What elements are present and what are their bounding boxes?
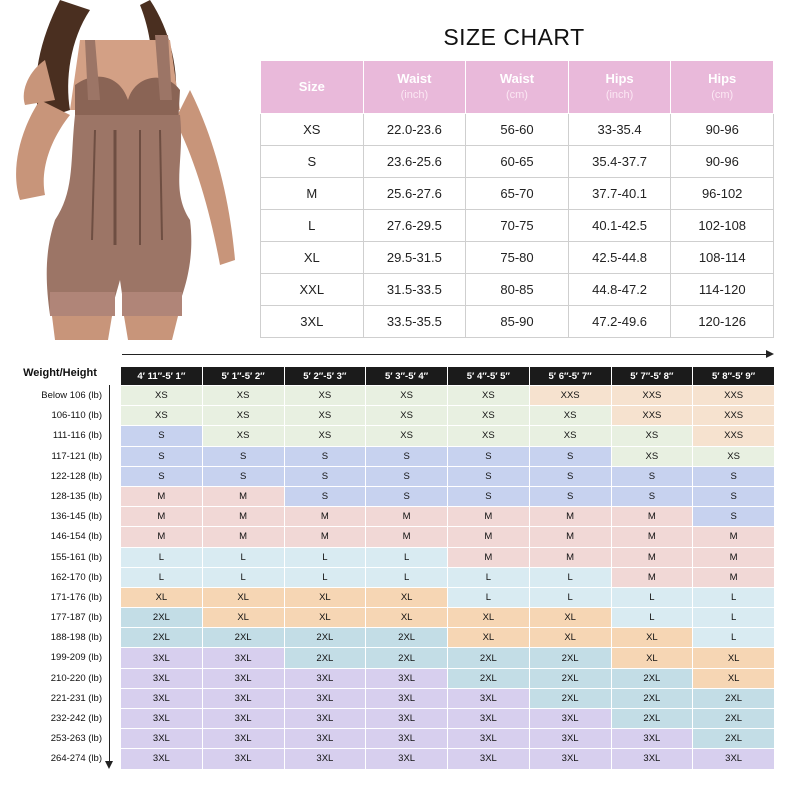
fit-size-cell: 3XL — [366, 688, 448, 708]
size-cell: L — [261, 210, 364, 242]
size-table-row — [261, 114, 774, 146]
size-column-header: Size — [261, 61, 364, 114]
fit-size-cell: 2XL — [121, 628, 203, 648]
fit-size-cell: 3XL — [121, 729, 203, 749]
fit-size-cell: L — [366, 547, 448, 567]
fit-size-cell: M — [121, 507, 203, 527]
fit-size-cell: 3XL — [121, 749, 203, 769]
fit-size-cell: S — [448, 466, 530, 486]
fit-size-cell: S — [529, 486, 611, 506]
fit-size-cell: XS — [693, 446, 775, 466]
weight-range-label: 146-154 (lb) — [50, 531, 102, 543]
fit-size-cell: XXS — [693, 386, 775, 406]
fit-size-cell: 3XL — [202, 729, 284, 749]
weight-range-label: 232-242 (lb) — [50, 713, 102, 724]
fit-size-cell: 3XL — [284, 729, 366, 749]
fit-size-cell: L — [529, 567, 611, 587]
fit-size-cell: L — [448, 587, 530, 607]
fit-size-cell: M — [448, 507, 530, 527]
weight-range-label: 155-161 (lb) — [50, 551, 102, 563]
weight-range-label: 199-209 (lb) — [50, 652, 102, 664]
fit-size-cell: XS — [529, 426, 611, 446]
hips-inch-cell: 33-35.4 — [568, 114, 671, 146]
fit-size-cell: L — [611, 608, 693, 628]
weight-range-label: 264-274 (lb) — [50, 753, 102, 765]
fit-size-cell: 2XL — [693, 709, 775, 729]
fit-size-cell: 2XL — [448, 648, 530, 668]
fit-size-cell: M — [366, 527, 448, 547]
size-table-header — [261, 61, 774, 114]
fit-size-cell: M — [611, 547, 693, 567]
fit-size-cell: 3XL — [366, 668, 448, 688]
size-table-row — [261, 210, 774, 242]
fit-size-cell: XL — [284, 587, 366, 607]
waist-inch-cell: 29.5-31.5 — [363, 242, 466, 274]
weight-range-label: 136-145 (lb) — [50, 511, 102, 523]
fit-size-cell: XXS — [611, 386, 693, 406]
fit-size-cell: 3XL — [202, 749, 284, 769]
weight-range-label: 171-176 (lb) — [50, 591, 102, 603]
fit-size-cell: XS — [366, 386, 448, 406]
fit-size-cell: 2XL — [693, 729, 775, 749]
fit-size-cell: XL — [529, 608, 611, 628]
weight-range-label: 177-187 (lb) — [50, 612, 102, 624]
fit-size-cell: S — [448, 486, 530, 506]
fit-size-cell: XXS — [693, 406, 775, 426]
fit-size-cell: S — [284, 446, 366, 466]
fit-size-cell: 3XL — [284, 668, 366, 688]
height-axis-arrow — [122, 354, 772, 355]
size-cell: S — [261, 146, 364, 178]
fit-size-cell: L — [284, 547, 366, 567]
fit-grid-row — [121, 426, 775, 446]
height-range-header: 5′ 6″-5′ 7″ — [529, 367, 611, 386]
fit-size-cell: 3XL — [284, 749, 366, 769]
hips-inch-cell: 42.5-44.8 — [568, 242, 671, 274]
fit-size-cell: 3XL — [448, 749, 530, 769]
fit-size-cell: M — [611, 507, 693, 527]
fit-size-cell: M — [121, 527, 203, 547]
waist-inch-cell: 33.5-35.5 — [363, 306, 466, 338]
fit-grid-row — [121, 527, 775, 547]
fit-grid-row — [121, 587, 775, 607]
fit-size-cell: 2XL — [121, 608, 203, 628]
size-table-row — [261, 178, 774, 210]
fit-size-cell: 2XL — [611, 709, 693, 729]
weight-range-label: 106-110 (lb) — [51, 410, 102, 422]
fit-size-cell: XL — [121, 587, 203, 607]
fit-size-cell: 2XL — [284, 628, 366, 648]
fit-grid-row — [121, 446, 775, 466]
fit-size-cell: S — [366, 486, 448, 506]
size-cell: XXL — [261, 274, 364, 306]
fit-size-cell: 3XL — [202, 668, 284, 688]
weight-range-label: 162-170 (lb) — [50, 571, 102, 583]
fit-size-cell: L — [202, 567, 284, 587]
fit-size-cell: XS — [448, 386, 530, 406]
hips-cm-cell: 90-96 — [671, 114, 774, 146]
fit-size-cell: 3XL — [448, 729, 530, 749]
fit-size-cell: 2XL — [529, 668, 611, 688]
fit-size-cell: L — [366, 567, 448, 587]
fit-grid-row — [121, 507, 775, 527]
size-chart-title: SIZE CHART — [443, 24, 585, 50]
fit-size-cell: XL — [448, 628, 530, 648]
fit-size-cell: XL — [366, 587, 448, 607]
fit-size-cell: XL — [284, 608, 366, 628]
fit-size-cell: M — [448, 527, 530, 547]
size-cell: 3XL — [261, 306, 364, 338]
waist-cm-cell: 60-65 — [466, 146, 569, 178]
fit-grid-row — [121, 547, 775, 567]
waist-cm-cell: 75-80 — [466, 242, 569, 274]
fit-size-cell: 2XL — [611, 668, 693, 688]
height-range-header: 5′ 7″-5′ 8″ — [611, 367, 693, 386]
fit-size-cell: XL — [366, 608, 448, 628]
fit-size-cell: S — [693, 507, 775, 527]
weight-range-label: Below 106 (lb) — [41, 390, 102, 401]
hips-cm-cell: 108-114 — [671, 242, 774, 274]
fit-size-cell: M — [611, 567, 693, 587]
fit-size-cell: 2XL — [529, 688, 611, 708]
fit-size-cell: XXS — [693, 426, 775, 446]
fit-size-cell: XS — [448, 406, 530, 426]
fit-size-cell: 3XL — [202, 648, 284, 668]
waist-inch-cell: 31.5-33.5 — [363, 274, 466, 306]
weight-range-label: 210-220 (lb) — [50, 672, 102, 684]
height-range-header: 5′ 8″-5′ 9″ — [693, 367, 775, 386]
fit-size-cell: XL — [693, 648, 775, 668]
fit-size-cell: S — [121, 446, 203, 466]
fit-size-cell: S — [693, 486, 775, 506]
size-cell: XS — [261, 114, 364, 146]
height-range-header: 5′ 1″-5′ 2″ — [202, 367, 284, 386]
fit-size-cell: M — [693, 527, 775, 547]
fit-size-cell: 3XL — [448, 688, 530, 708]
fit-size-cell: M — [202, 527, 284, 547]
size-measurement-table — [260, 60, 774, 338]
fit-size-cell: L — [284, 567, 366, 587]
fit-size-cell: 2XL — [611, 688, 693, 708]
weight-range-label: 188-198 (lb) — [50, 632, 102, 644]
fit-size-cell: XS — [366, 426, 448, 446]
fit-size-cell: L — [693, 587, 775, 607]
fit-grid-row — [121, 406, 775, 426]
weight-range-label: 128-135 (lb) — [50, 490, 102, 502]
fit-size-cell: L — [529, 587, 611, 607]
fit-size-cell: M — [202, 507, 284, 527]
fit-size-cell: M — [693, 567, 775, 587]
fit-size-cell: XL — [202, 587, 284, 607]
fit-grid-row — [121, 709, 775, 729]
fit-size-cell: M — [529, 527, 611, 547]
fit-size-cell: M — [693, 547, 775, 567]
fit-size-cell: S — [529, 466, 611, 486]
fit-size-cell: M — [529, 507, 611, 527]
waist-cm-cell: 85-90 — [466, 306, 569, 338]
weight-labels — [2, 386, 102, 770]
fit-size-cell: S — [121, 426, 203, 446]
size-table-row — [261, 146, 774, 178]
fit-size-cell: 3XL — [611, 729, 693, 749]
fit-size-cell: XS — [284, 406, 366, 426]
fit-size-cell: M — [448, 547, 530, 567]
fit-size-cell: 3XL — [366, 729, 448, 749]
hips-inch-cell: 47.2-49.6 — [568, 306, 671, 338]
fit-size-cell: M — [611, 527, 693, 547]
hips-inch-cell: 44.8-47.2 — [568, 274, 671, 306]
fit-size-cell: XS — [611, 426, 693, 446]
waist-cm-cell: 80-85 — [466, 274, 569, 306]
fit-size-cell: M — [529, 547, 611, 567]
hips-inch-cell: 37.7-40.1 — [568, 178, 671, 210]
weight-range-label: 122-128 (lb) — [50, 470, 102, 482]
fit-size-cell: XXS — [611, 406, 693, 426]
fit-size-cell: 3XL — [121, 668, 203, 688]
fit-size-cell: 3XL — [202, 688, 284, 708]
fit-size-cell: M — [284, 527, 366, 547]
fit-size-cell: S — [121, 466, 203, 486]
fit-size-cell: S — [693, 466, 775, 486]
fit-grid-row — [121, 648, 775, 668]
fit-size-cell: M — [202, 486, 284, 506]
fit-grid-row — [121, 729, 775, 749]
fit-size-cell: XL — [202, 608, 284, 628]
fit-size-cell: 2XL — [202, 628, 284, 648]
fit-size-cell: XS — [202, 406, 284, 426]
height-range-header: 4′ 11″-5′ 1″ — [121, 367, 203, 386]
fit-grid-row — [121, 608, 775, 628]
weight-range-label: 111-116 (lb) — [52, 430, 102, 442]
fit-size-cell: 2XL — [693, 688, 775, 708]
waist-inch-cell: 23.6-25.6 — [363, 146, 466, 178]
fit-size-cell: S — [611, 466, 693, 486]
fit-size-cell: L — [693, 608, 775, 628]
hips-cm-column-header: Hips (cm) — [671, 61, 774, 114]
fit-size-cell: S — [366, 446, 448, 466]
product-photo — [0, 0, 258, 340]
fit-size-cell: XS — [121, 406, 203, 426]
fit-grid-row — [121, 749, 775, 769]
waist-inch-cell: 27.6-29.5 — [363, 210, 466, 242]
fit-size-cell: L — [611, 587, 693, 607]
weight-axis-arrow — [109, 385, 110, 763]
size-table-row — [261, 306, 774, 338]
fit-size-cell: XL — [693, 668, 775, 688]
fit-size-cell: S — [529, 446, 611, 466]
fit-grid-row — [121, 486, 775, 506]
height-range-header: 5′ 3″-5′ 4″ — [366, 367, 448, 386]
fit-size-cell: M — [121, 486, 203, 506]
waist-cm-cell: 70-75 — [466, 210, 569, 242]
fit-size-cell: 3XL — [121, 648, 203, 668]
fit-size-cell: 2XL — [529, 648, 611, 668]
fit-size-cell: XS — [529, 406, 611, 426]
fit-size-cell: S — [284, 466, 366, 486]
fit-size-cell: S — [284, 486, 366, 506]
size-cell: XL — [261, 242, 364, 274]
fit-size-cell: S — [448, 446, 530, 466]
fit-grid-row — [121, 628, 775, 648]
fit-size-cell: L — [202, 547, 284, 567]
hips-inch-cell: 40.1-42.5 — [568, 210, 671, 242]
fit-grid-row — [121, 386, 775, 406]
size-cell: M — [261, 178, 364, 210]
fit-size-cell: 3XL — [529, 729, 611, 749]
fit-size-cell: S — [366, 466, 448, 486]
fit-size-cell: XS — [284, 426, 366, 446]
fit-grid-row — [121, 668, 775, 688]
waist-cm-column-header: Waist (cm) — [466, 61, 569, 114]
hips-cm-cell: 102-108 — [671, 210, 774, 242]
fit-grid-table — [120, 366, 775, 770]
fit-size-cell: XL — [529, 628, 611, 648]
size-table-row — [261, 242, 774, 274]
fit-size-cell: 3XL — [529, 749, 611, 769]
fit-size-cell: S — [202, 446, 284, 466]
fit-size-cell: L — [121, 547, 203, 567]
fit-size-cell: 3XL — [366, 749, 448, 769]
waist-cm-cell: 56-60 — [466, 114, 569, 146]
fit-size-cell: 3XL — [284, 688, 366, 708]
fit-size-cell: XL — [611, 648, 693, 668]
fit-size-cell: XS — [202, 386, 284, 406]
fit-grid-row — [121, 688, 775, 708]
waist-inch-cell: 25.6-27.6 — [363, 178, 466, 210]
hips-cm-cell: 96-102 — [671, 178, 774, 210]
fit-grid-row — [121, 466, 775, 486]
fit-size-cell: XS — [121, 386, 203, 406]
fit-size-cell: S — [611, 486, 693, 506]
fit-size-cell: L — [693, 628, 775, 648]
fit-size-cell: 3XL — [366, 709, 448, 729]
fit-size-cell: XS — [366, 406, 448, 426]
hips-cm-cell: 90-96 — [671, 146, 774, 178]
fit-size-cell: 2XL — [366, 628, 448, 648]
fit-size-cell: 2XL — [448, 668, 530, 688]
fit-size-cell: 2XL — [284, 648, 366, 668]
weight-height-label: Weight/Height — [23, 367, 97, 379]
fit-size-cell: XXS — [529, 386, 611, 406]
height-range-header: 5′ 4″-5′ 5″ — [448, 367, 530, 386]
fit-size-cell: M — [284, 507, 366, 527]
hips-cm-cell: 120-126 — [671, 306, 774, 338]
fit-size-cell: XL — [611, 628, 693, 648]
fit-size-cell: 3XL — [693, 749, 775, 769]
fit-size-cell: 3XL — [611, 749, 693, 769]
size-table-row — [261, 274, 774, 306]
weight-range-label: 117-121 (lb) — [51, 450, 102, 462]
fit-grid-row — [121, 567, 775, 587]
weight-range-label: 253-263 (lb) — [50, 733, 102, 745]
fit-size-cell: 3XL — [529, 709, 611, 729]
height-range-header: 5′ 2″-5′ 3″ — [284, 367, 366, 386]
fit-size-cell: XS — [202, 426, 284, 446]
hips-inch-cell: 35.4-37.7 — [568, 146, 671, 178]
waist-inch-cell: 22.0-23.6 — [363, 114, 466, 146]
fit-size-cell: 3XL — [121, 688, 203, 708]
fit-size-cell: XS — [284, 386, 366, 406]
fit-size-cell: M — [366, 507, 448, 527]
fit-size-cell: L — [121, 567, 203, 587]
fit-size-cell: 3XL — [121, 709, 203, 729]
fit-size-cell: 2XL — [366, 648, 448, 668]
fit-size-cell: 3XL — [202, 709, 284, 729]
fit-size-cell: XS — [611, 446, 693, 466]
fit-size-cell: L — [448, 567, 530, 587]
waist-inch-column-header: Waist (inch) — [363, 61, 466, 114]
fit-size-cell: S — [202, 466, 284, 486]
hips-inch-column-header: Hips (inch) — [568, 61, 671, 114]
fit-size-cell: XL — [448, 608, 530, 628]
fit-size-cell: XS — [448, 426, 530, 446]
height-header-row — [121, 367, 775, 386]
hips-cm-cell: 114-120 — [671, 274, 774, 306]
fit-size-cell: 3XL — [448, 709, 530, 729]
fit-size-cell: 3XL — [284, 709, 366, 729]
weight-range-label: 221-231 (lb) — [50, 692, 102, 704]
waist-cm-cell: 65-70 — [466, 178, 569, 210]
